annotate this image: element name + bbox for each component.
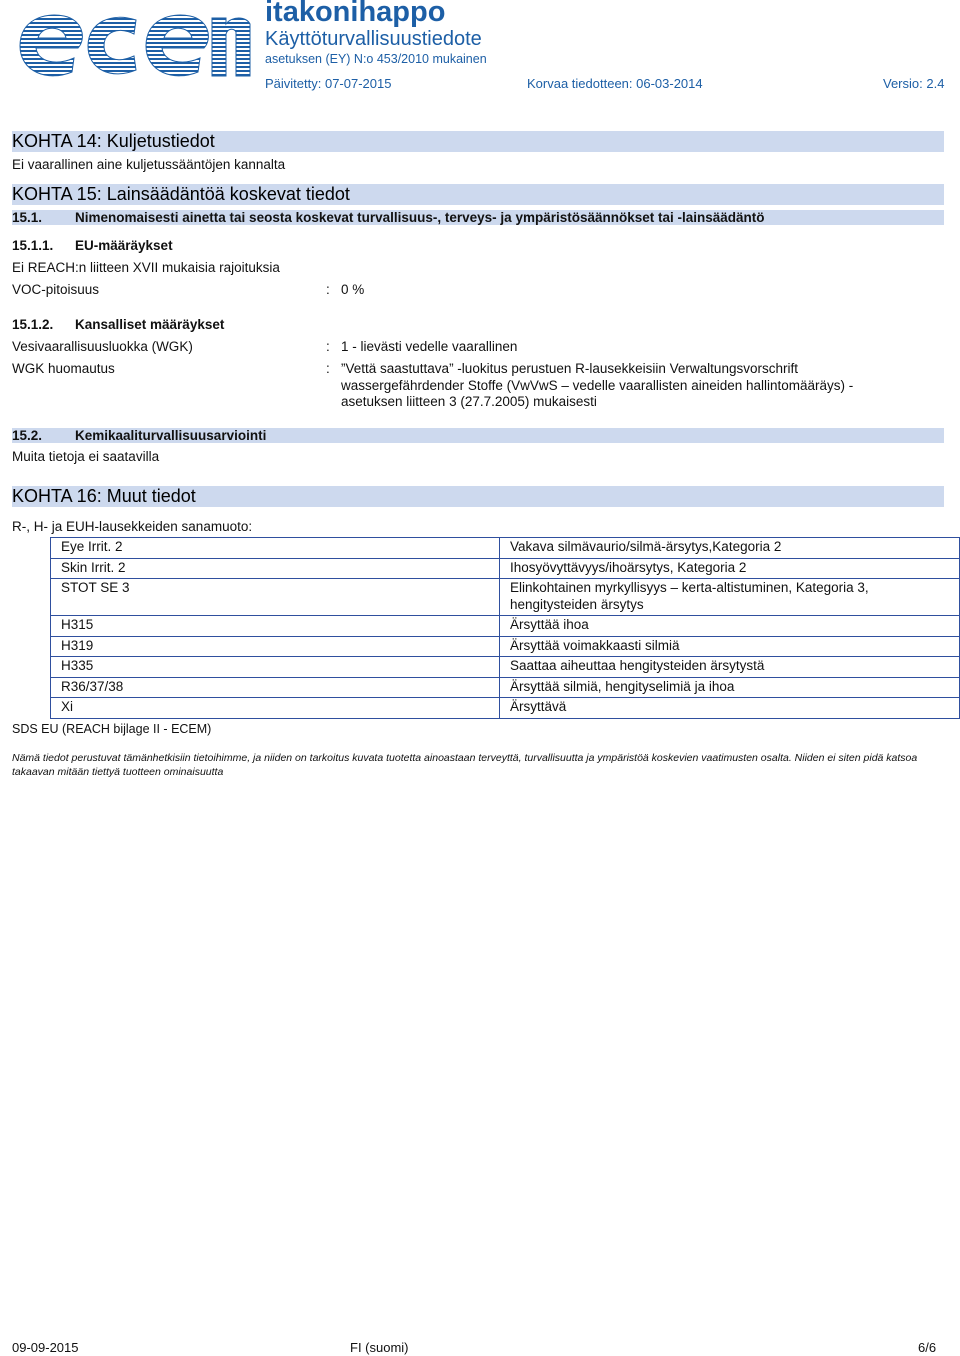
footer-language: FI (suomi): [350, 1340, 409, 1355]
phrase-text: Ärsyttää ihoa: [500, 616, 960, 637]
phrase-text: Vakava silmävaurio/silmä-ärsytys,Kategoria 2: [500, 538, 960, 559]
table-row: [51, 558, 960, 579]
footer-page-number: 6/6: [918, 1340, 937, 1355]
regulation-note: asetuksen (EY) N:o 453/2010 mukainen: [265, 52, 487, 66]
phrase-code: R36/37/38: [51, 677, 500, 698]
subsection-15-2-text: Muita tietoja ei saatavilla: [12, 449, 160, 464]
phrase-code: H335: [51, 657, 500, 678]
sds-format: SDS EU (REACH bijlage II - ECEM): [12, 722, 212, 736]
voc-value: 0 %: [341, 282, 365, 297]
phrase-code: H319: [51, 636, 500, 657]
section-15-title: KOHTA 15: Lainsäädäntöä koskevat tiedot: [12, 184, 350, 204]
company-logo: [12, 6, 257, 84]
wgk-note-label: WGK huomautus: [12, 361, 115, 376]
section-14-title: KOHTA 14: Kuljetustiedot: [12, 131, 215, 151]
phrase-code: Skin Irrit. 2: [51, 558, 500, 579]
subsection-15-2-band: [12, 428, 944, 443]
voc-colon: :: [326, 282, 330, 297]
phrase-code: H315: [51, 616, 500, 637]
phrase-text: Ärsyttää silmiä, hengityselimiä ja ihoa: [500, 677, 960, 698]
phrase-text: Elinkohtainen myrkyllisyys – kerta-altistuminen, Kategoria 3, hengitysteiden ärsytys: [500, 579, 960, 616]
phrase-text: Ärsyttävä: [500, 698, 960, 719]
table-row: [51, 677, 960, 698]
subsection-15-1-2-title: Kansalliset määräykset: [75, 317, 225, 332]
updated-date: Päivitetty: 07-07-2015: [265, 76, 392, 91]
version-label: Versio: 2.4: [883, 76, 945, 91]
subsection-15-1-band: [12, 210, 944, 225]
subsection-15-1-1-number: 15.1.1.: [12, 238, 54, 253]
replaces-date: Korvaa tiedotteen: 06-03-2014: [527, 76, 703, 91]
wgk-label: Vesivaarallisuusluokka (WGK): [12, 339, 193, 354]
footer-date: 09-09-2015: [12, 1340, 79, 1355]
wgk-note-value: ”Vettä saastuttava” -luokitus perustuen R-lausekkeisiin Verwaltungsvorschrift wassergefährdender Stoffe (VwVwS – vedelle vaarallisten aineiden hallintomääräys) -asetuksen liitteen 3 (27.7.2005) mukaisesti: [341, 361, 854, 409]
section-16-heading-band: [12, 486, 944, 507]
subsection-15-2-number: 15.2.: [12, 428, 43, 443]
subsection-15-1-number: 15.1.: [12, 210, 43, 225]
subsection-15-2-title: Kemikaaliturvallisuusarviointi: [75, 428, 267, 443]
section-14-text: Ei vaarallinen aine kuljetussääntöjen kannalta: [12, 157, 286, 172]
table-row: [51, 657, 960, 678]
phrase-text: Ärsyttää voimakkaasti silmiä: [500, 636, 960, 657]
table-row: [51, 579, 960, 616]
phrase-text: Saattaa aiheuttaa hengitysteiden ärsytystä: [500, 657, 960, 678]
table-row: [51, 616, 960, 637]
phrase-text: Ihosyövyttävyys/ihoärsytys, Kategoria 2: [500, 558, 960, 579]
phrase-code: Xi: [51, 698, 500, 719]
voc-label: VOC-pitoisuus: [12, 282, 100, 297]
wgk-colon: :: [326, 339, 330, 354]
disclaimer: Nämä tiedot perustuvat tämänhetkisiin tietoihimme, ja niiden on tarkoitus kuvata tuotetta ainoastaan terveyttä, turvallisuutta ja ympäristöä koskevien vaatimusten osalta. Niiden ei siten pidä katsoa takaavan mitään tiettyä tuotteen ominaisuutta: [12, 752, 918, 778]
table-row: [51, 538, 960, 559]
phrase-code: STOT SE 3: [51, 579, 500, 616]
table-row: [51, 698, 960, 719]
section-15-heading-band: [12, 184, 944, 205]
wgk-value: 1 - lievästi vedelle vaarallinen: [341, 339, 518, 354]
subsection-15-1-2-number: 15.1.2.: [12, 317, 54, 332]
product-name: itakonihappo: [265, 0, 446, 28]
phrases-heading: R-, H- ja EUH-lausekkeiden sanamuoto:: [12, 519, 253, 534]
subsection-15-1-title: Nimenomaisesti ainetta tai seosta koskevat turvallisuus-, terveys- ja ympäristösäännökset tai -lainsäädäntö: [75, 210, 765, 225]
document-type: Käyttöturvallisuustiedote: [265, 28, 482, 50]
table-row: [51, 636, 960, 657]
section-16-title: KOHTA 16: Muut tiedot: [12, 486, 196, 506]
phrase-code: Eye Irrit. 2: [51, 538, 500, 559]
reach-text: Ei REACH:n liitteen XVII mukaisia rajoituksia: [12, 260, 280, 275]
wgk-note-colon: :: [326, 361, 330, 376]
subsection-15-1-1-title: EU-määräykset: [75, 238, 173, 253]
section-14-heading-band: [12, 131, 944, 152]
phrases-table: [50, 537, 960, 719]
